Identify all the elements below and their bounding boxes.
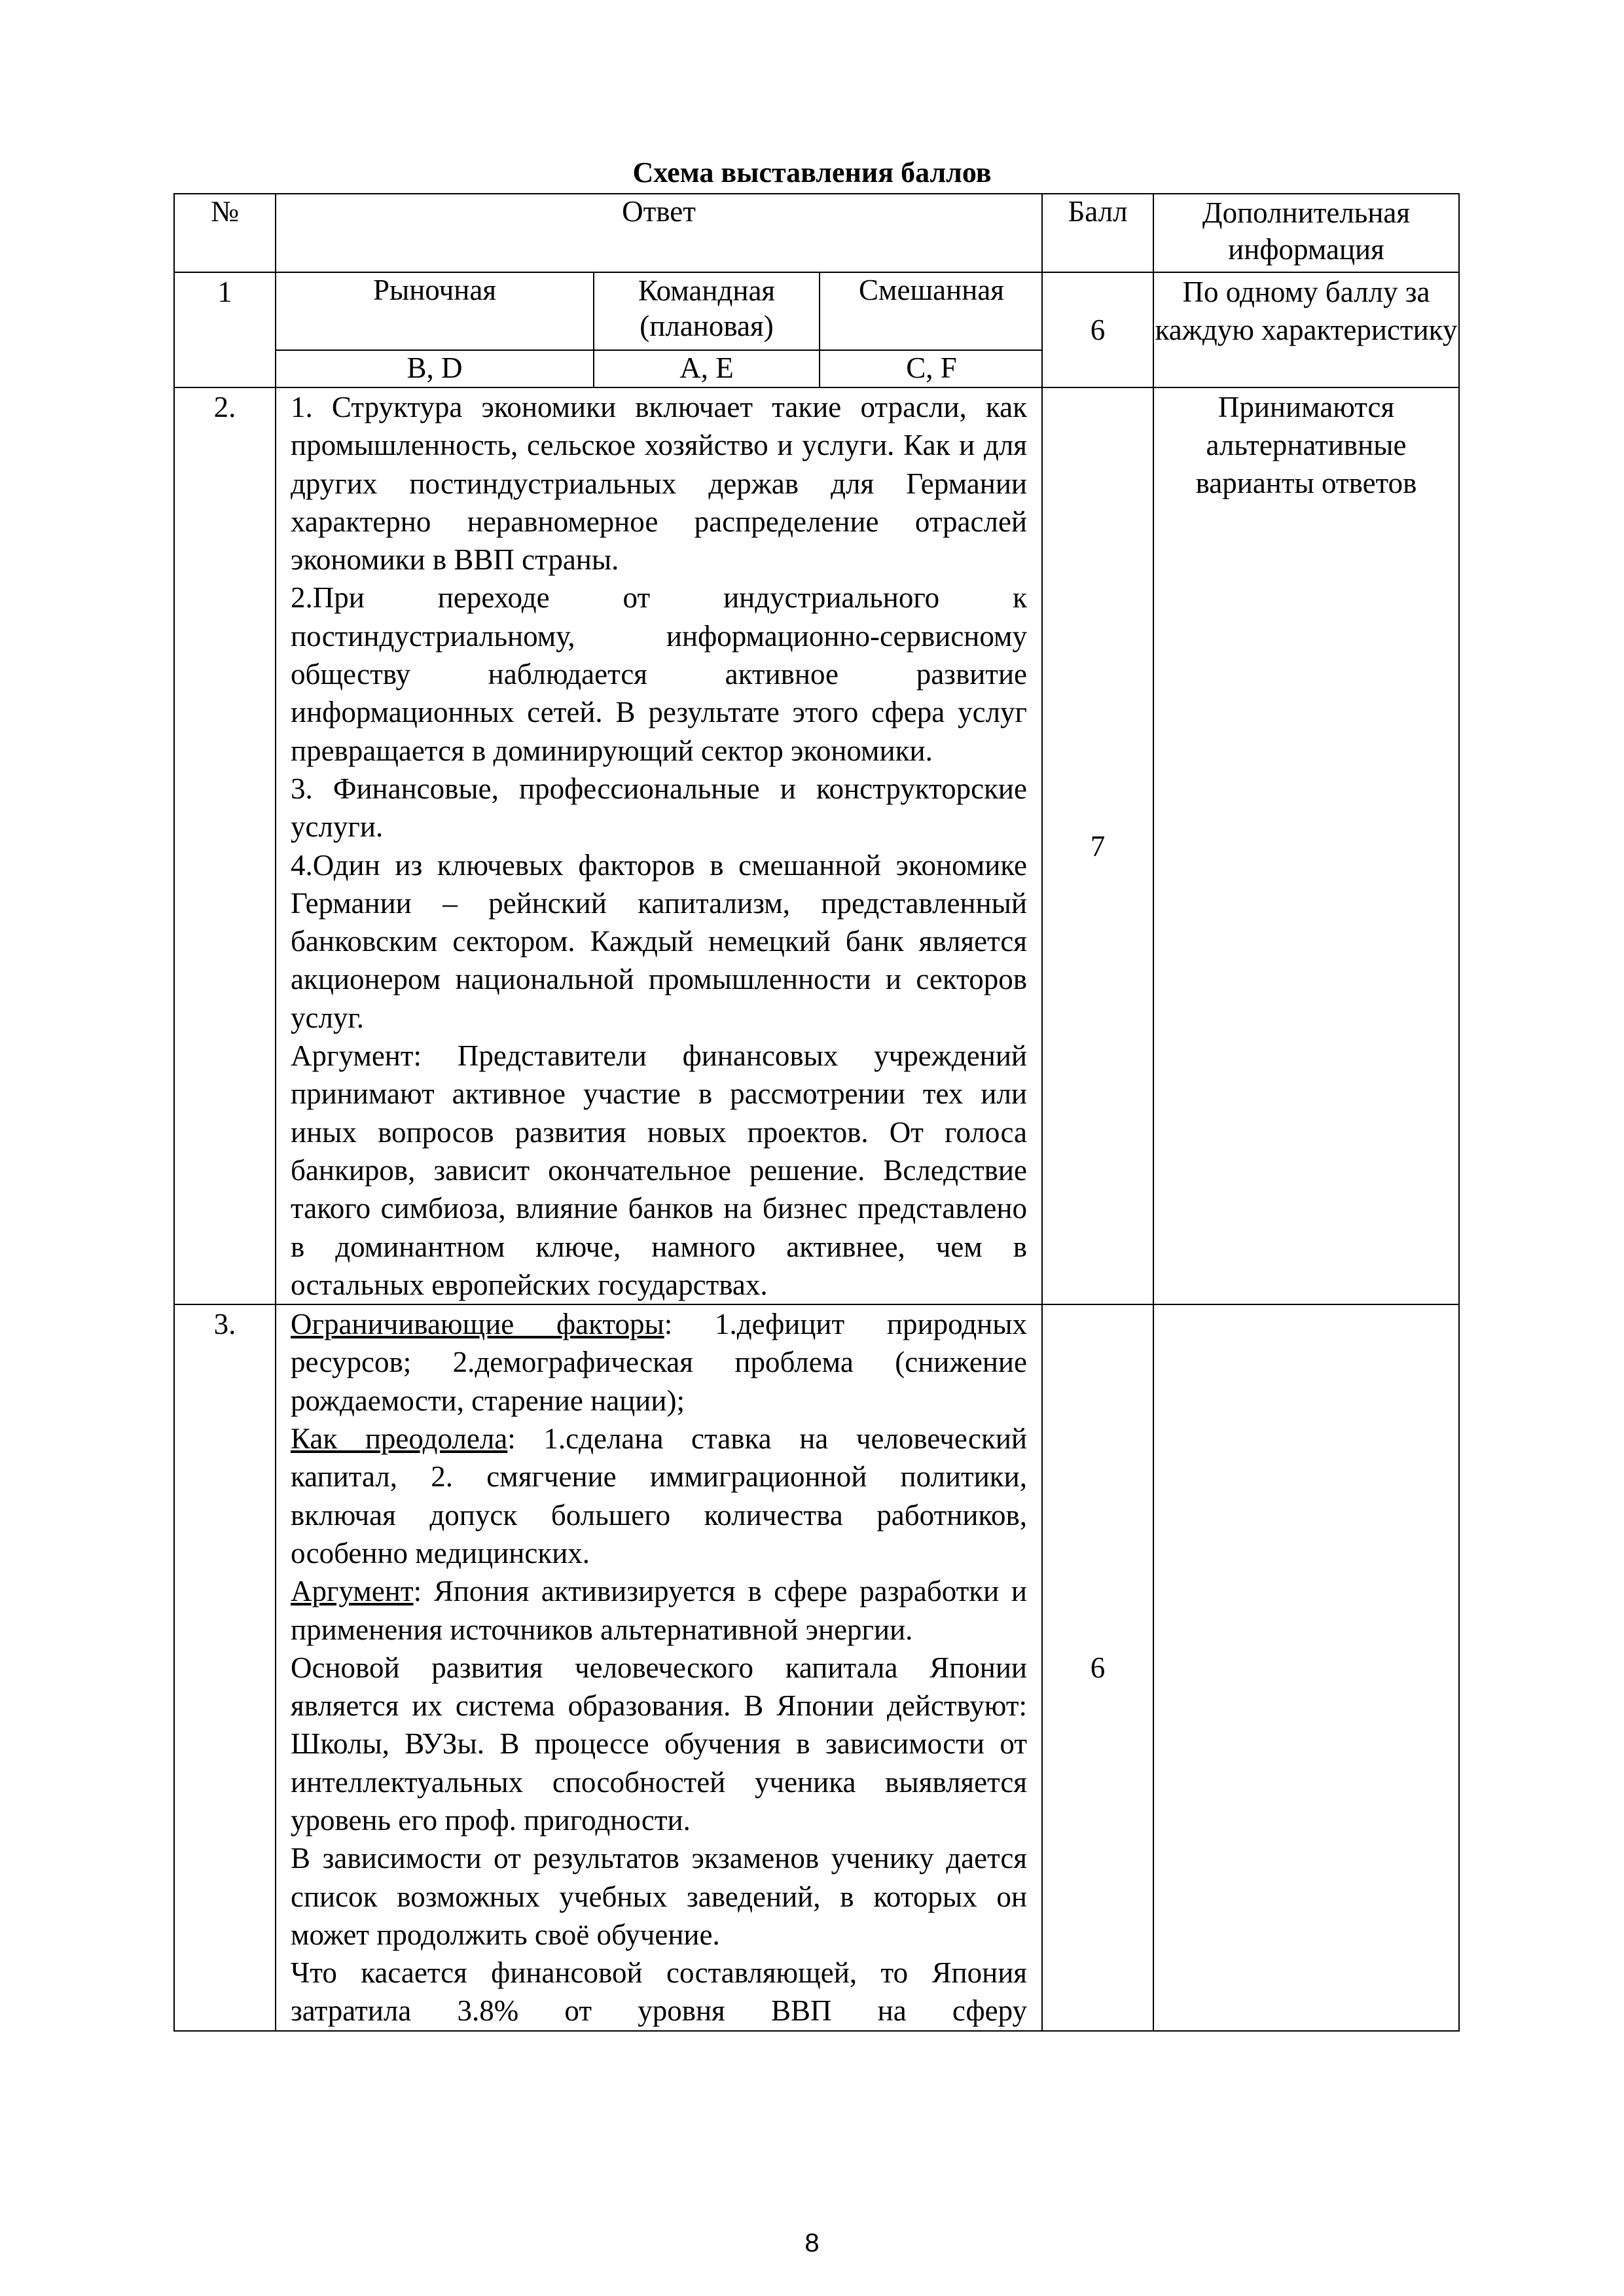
row2-paragraph: 3. Финансовые, профессиональные и конструкторские услуги.: [291, 772, 1027, 844]
row2-score: 7: [1042, 387, 1153, 1304]
row3-paragraph: Что касается финансовой составляющей, то Япония затратила 3.8% от уровня ВВП на сферу: [291, 1956, 1027, 2028]
argument-label: Аргумент: [291, 1575, 414, 1608]
row3-score: 6: [1042, 1304, 1153, 2031]
row3-paragraph: Аргумент: Япония активизируется в сфере разработки и применения источников альтернативной энергии.: [291, 1575, 1027, 1646]
row2-num: 2.: [174, 387, 276, 1304]
row3-answer: [276, 1304, 1042, 2031]
row3-extra: [1153, 1304, 1459, 2031]
letters-market: B, D: [276, 350, 594, 387]
economy-types-table: [276, 273, 1043, 387]
row2-paragraph: 1. Структура экономики включает такие отрасли, как промышленность, сельское хозяйство и услуги. Как и для других постиндустриальных держав для Германии характерно неравномерное распределение отраслей экономики в ВВП страны.: [291, 391, 1027, 577]
row2-answer: [276, 387, 1042, 1304]
row1-extra: По одному баллу за каждую характеристику: [1153, 272, 1459, 387]
table-row-3: [174, 1304, 1459, 2031]
row1-score: 6: [1042, 272, 1153, 387]
letters-command: A, E: [594, 350, 820, 387]
row2-paragraph: 2.При переходе от индустриального к постиндустриальному, информационно-сервисному обществу наблюдается активное развитие информационных сетей. В результате этого сфера услуг превращается в доминирующий сектор экономики.: [291, 581, 1027, 767]
scoring-table: [173, 193, 1460, 2032]
row2-paragraph: Аргумент: Представители финансовых учреждений принимают активное участие в рассмотрении тех или иных вопросов развития новых проектов. От голоса банкиров, зависит окончательное решение. Вследствие такого симбиоза, влияние банков на бизнес представлено в доминантном ключе, намного активнее, чем в остальных европейских государствах.: [291, 1039, 1027, 1301]
header-score: Балл: [1042, 194, 1153, 272]
row3-paragraph: Ограничивающие факторы: 1.дефицит природных ресурсов; 2.демографическая проблема (снижение рождаемости, старение нации);: [291, 1308, 1027, 1417]
page-number: 8: [804, 2229, 820, 2257]
type-mixed: Смешанная: [820, 273, 1043, 350]
table-header-row: [174, 194, 1459, 272]
row3-paragraph: Как преодолела: 1.сделана ставка на человеческий капитал, 2. смягчение иммиграционной политики, включая допуск большего количества работников, особенно медицинских.: [291, 1422, 1027, 1570]
row2-extra: Принимаются альтернативные варианты ответов: [1153, 387, 1459, 1304]
row3-num: 3.: [174, 1304, 276, 2031]
letters-mixed: C, F: [820, 350, 1043, 387]
type-command: Командная (плановая): [594, 273, 820, 350]
type-market: Рыночная: [276, 273, 594, 350]
header-num: №: [174, 194, 276, 272]
table-row-1: [174, 272, 1459, 387]
row1-num: 1: [174, 272, 276, 387]
table-row-2: [174, 387, 1459, 1304]
header-extra: Дополнительная информация: [1153, 194, 1459, 272]
header-answer: Ответ: [276, 194, 1042, 272]
row3-paragraph: Основой развития человеческого капитала Японии является их система образования. В Японии действуют: Школы, ВУЗы. В процессе обучения в зависимости от интеллектуальных способностей ученика выявляется уровень его проф. пригодности.: [291, 1651, 1027, 1837]
row3-paragraph: В зависимости от результатов экзаменов ученику дается список возможных учебных заведений, в которых он может продолжить своё обучение.: [291, 1842, 1027, 1951]
document-title: Схема выставления баллов: [632, 156, 992, 188]
row2-paragraph: 4.Один из ключевых факторов в смешанной экономике Германии – рейнский капитализм, представленный банковским сектором. Каждый немецкий банк является акционером национальной промышленности и секторов услуг.: [291, 848, 1027, 1034]
limiting-factors-label: Ограничивающие факторы: [291, 1308, 664, 1341]
how-overcome-label: Как преодолела: [291, 1422, 508, 1456]
